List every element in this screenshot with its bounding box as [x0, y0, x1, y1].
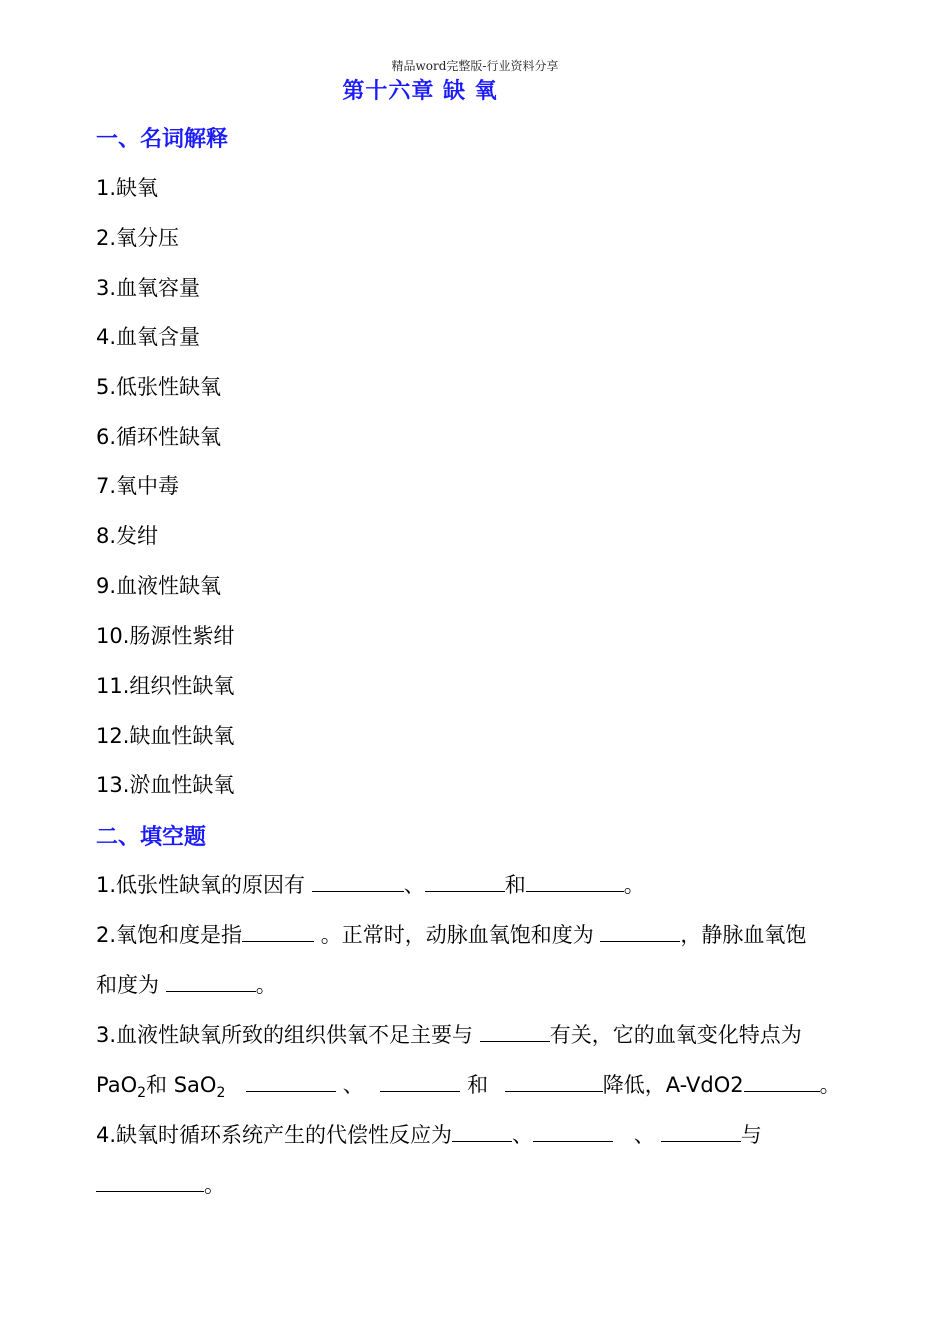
blank[interactable] — [600, 921, 680, 942]
blank[interactable] — [166, 971, 256, 992]
question-1 — [96, 871, 645, 899]
q4-text: 4.缺氧时循环系统产生的代偿性反应为 — [96, 1123, 453, 1147]
question-4-cont — [96, 1171, 225, 1199]
term-7: 7.氧中毒 — [96, 474, 180, 498]
blank[interactable] — [533, 1121, 613, 1142]
subscript: 2 — [216, 1085, 226, 1102]
question-3 — [96, 1021, 802, 1049]
blank[interactable] — [452, 1121, 512, 1142]
page-title: 第十六章 缺 氧 — [342, 79, 498, 104]
blank[interactable] — [242, 921, 314, 942]
blank[interactable] — [312, 871, 404, 892]
q2-text: 2.氧饱和度是指 — [96, 923, 243, 947]
term-1: 1.缺氧 — [96, 176, 159, 200]
term-8: 8.发绀 — [96, 524, 159, 548]
term-2: 2.氧分压 — [96, 226, 180, 250]
blank[interactable] — [526, 871, 624, 892]
q3-text: 3.血液性缺氧所致的组织供氧不足主要与 — [96, 1023, 480, 1047]
pao2-label: PaO — [96, 1073, 138, 1097]
q1-text: 1.低张性缺氧的原因有 — [96, 873, 312, 897]
q4-end: 。 — [204, 1173, 225, 1197]
q3-sep: 、 — [336, 1073, 371, 1097]
q2-end: 。 — [255, 973, 277, 997]
term-12: 12.缺血性缺氧 — [96, 724, 235, 748]
term-6: 6.循环性缺氧 — [96, 425, 222, 449]
q4-and: 与 — [740, 1123, 762, 1147]
q3-text-3: 降低，A-VdO2 — [602, 1073, 744, 1097]
term-9: 9.血液性缺氧 — [96, 574, 222, 598]
question-3-cont — [96, 1071, 841, 1107]
q1-and: 和 — [504, 873, 526, 897]
q2-text-2: 。正常时，动脉血氧饱和度为 — [314, 923, 601, 947]
term-11: 11.组织性缺氧 — [96, 674, 235, 698]
blank[interactable] — [246, 1071, 336, 1092]
sao2-label: 和 SaO — [146, 1073, 217, 1097]
term-3: 3.血氧容量 — [96, 276, 201, 300]
q4-sep: 、 — [627, 1123, 655, 1147]
blank[interactable] — [96, 1171, 204, 1192]
watermark: 精品word完整版-行业资料分享 — [391, 59, 559, 73]
subscript: 2 — [137, 1085, 147, 1102]
blank[interactable] — [425, 871, 505, 892]
term-4: 4.血氧含量 — [96, 325, 201, 349]
question-4 — [96, 1121, 762, 1149]
question-2-cont — [96, 971, 277, 999]
blank[interactable] — [480, 1021, 550, 1042]
term-10: 10.肠源性紫绀 — [96, 624, 235, 648]
question-2 — [96, 921, 806, 949]
term-13: 13.淤血性缺氧 — [96, 773, 235, 797]
section-heading-terms: 一、名词解释 — [96, 127, 229, 152]
q3-text-2: 有关，它的血氧变化特点为 — [549, 1023, 802, 1047]
blank[interactable] — [744, 1071, 820, 1092]
q3-end: 。 — [819, 1073, 841, 1097]
q1-sep: 、 — [403, 873, 425, 897]
blank[interactable] — [661, 1121, 741, 1142]
term-5: 5.低张性缺氧 — [96, 375, 222, 399]
blank[interactable] — [380, 1071, 460, 1092]
blank[interactable] — [505, 1071, 603, 1092]
q3-and: 和 — [460, 1073, 495, 1097]
q2-text-4: 和度为 — [96, 973, 166, 997]
q2-text-3: ，静脉血氧饱 — [680, 923, 807, 947]
section-heading-fill: 二、填空题 — [96, 825, 207, 850]
q1-end: 。 — [623, 873, 645, 897]
q4-sep: 、 — [512, 1123, 534, 1147]
